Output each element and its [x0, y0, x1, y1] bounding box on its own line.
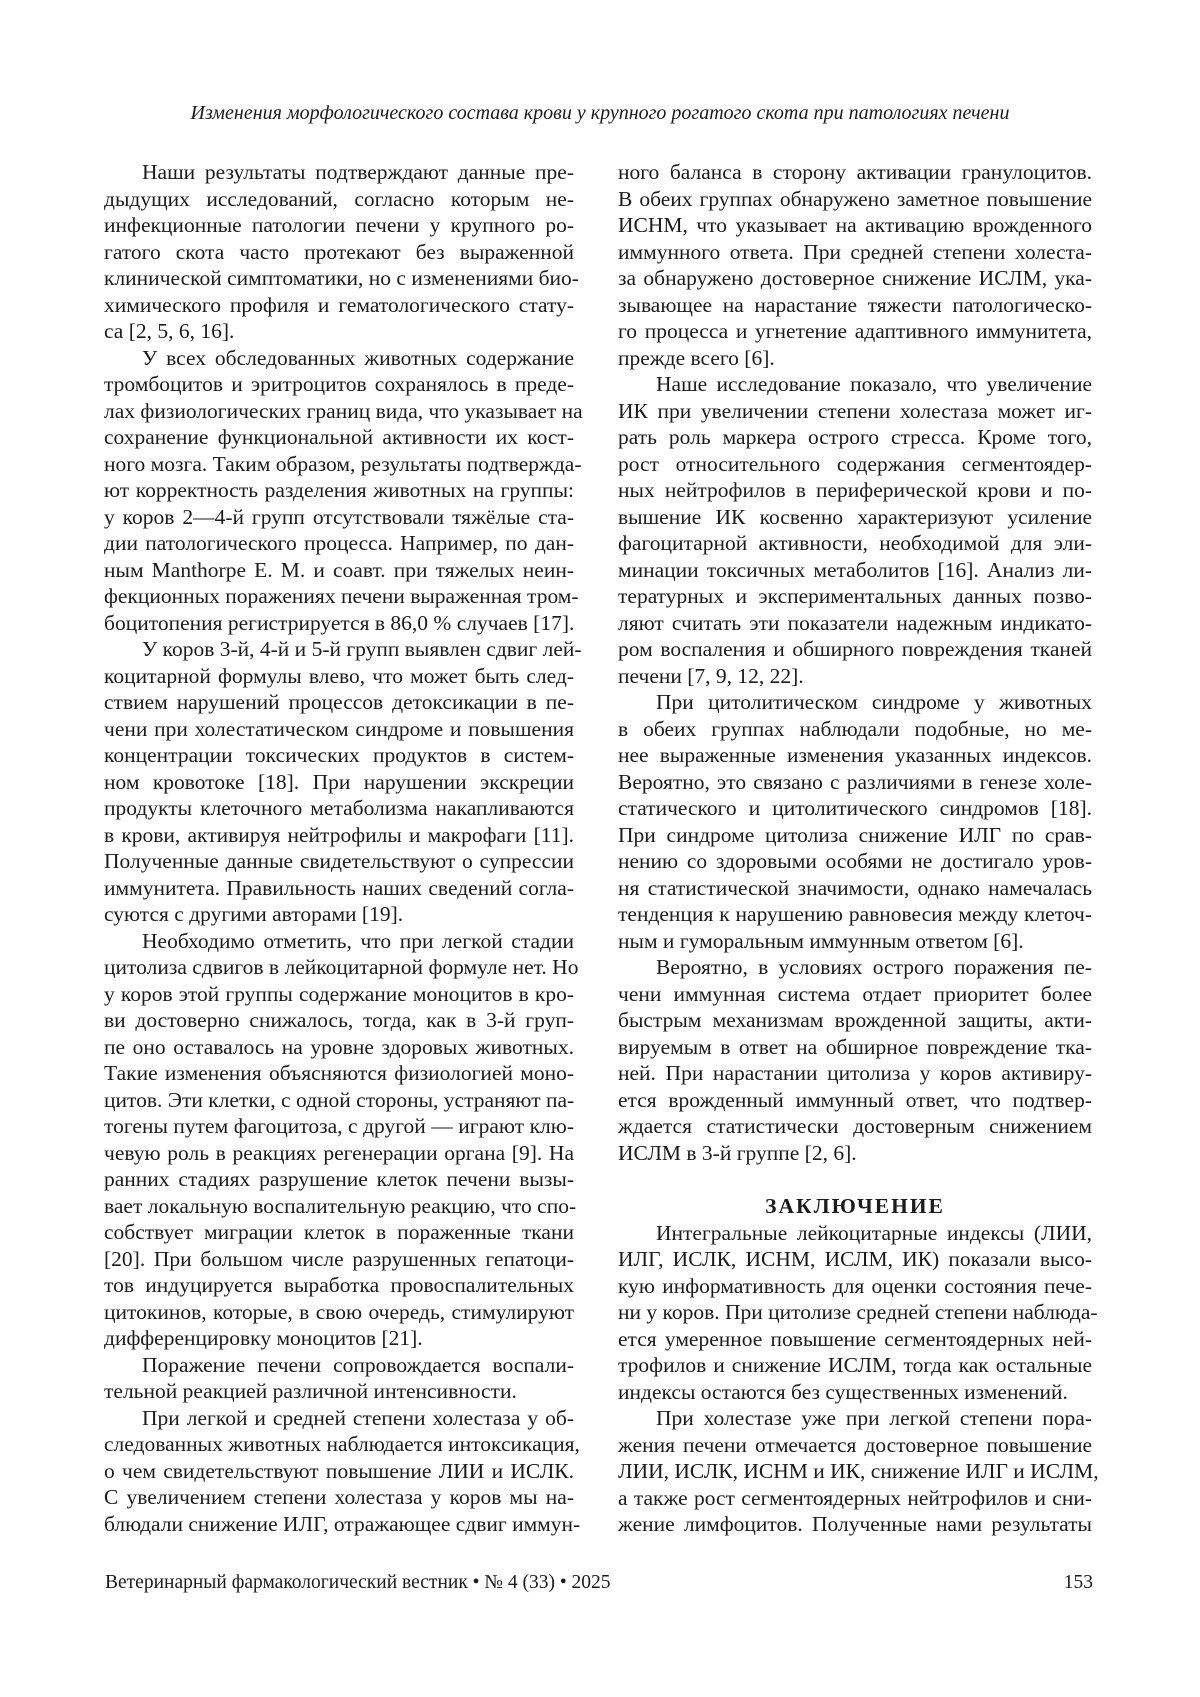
text-line: Вероятно, это связано с различиями в генезе холе- [618, 769, 1092, 794]
text-line: химического профиля и гематологического стату- [104, 292, 574, 317]
text-line: сохранение функциональной активности их кост- [104, 425, 574, 449]
text-line: Такие изменения объясняются физиологией моно- [104, 1061, 574, 1085]
text-line: тов индуцируется выработка провоспалительных [104, 1273, 574, 1297]
paragraph [618, 954, 1092, 1166]
text-line: чевую роль в реакциях регенерации органа [9]. На [104, 1140, 574, 1165]
text-line: собствует миграции клеток в пораженные ткани [104, 1220, 574, 1244]
text-line: у коров этой группы содержание моноцитов в кро- [104, 981, 574, 1006]
text-line: иммунного ответа. При средней степени холеста- [618, 239, 1092, 264]
text-line: ным Manthorpe E. M. и соавт. при тяжелых неин- [104, 557, 574, 582]
text-line: печени [7, 9, 12, 22]. [618, 663, 804, 688]
text-line: цитов. Эти клетки, с одной стороны, устраняют па- [104, 1087, 575, 1112]
text-line: тромбоцитов и эритроцитов сохранялось в преде- [104, 372, 574, 396]
text-line: цитолиза сдвигов в лейкоцитарной формуле нет. Но [104, 955, 579, 979]
text-line: прежде всего [6]. [618, 345, 775, 370]
paragraph [104, 1352, 574, 1405]
text-line: ней. При нарастании цитолиза у коров активиру- [618, 1061, 1092, 1085]
text-line: суются с другими авторами [19]. [104, 902, 404, 926]
paragraph [104, 636, 582, 928]
paragraph [618, 371, 1092, 689]
text-line: дыдущих исследований, согласно которым не- [104, 186, 574, 211]
text-line: ИСЛМ в 3-й группе [2, 6]. [618, 1140, 857, 1165]
text-line: лах физиологических границ вида, что указывает на [104, 398, 583, 423]
paragraph [104, 1405, 581, 1538]
paragraph [104, 345, 583, 637]
text-line: тогены путем фагоцитоза, с другой — играют клю- [104, 1114, 574, 1138]
text-line: продукты клеточного метаболизма накапливаются [104, 796, 574, 820]
text-line: ном кровотоке [18]. При нарушении экскреции [104, 769, 574, 794]
text-line: В обеих группах обнаружено заметное повышение [618, 186, 1092, 211]
page-footer [105, 1571, 1093, 1595]
text-line: пе оно оставалось на уровне здоровых животных. [104, 1034, 574, 1059]
text-line: С увеличением степени холестаза у коров мы на- [104, 1485, 574, 1509]
text-line: иммунитета. Правильность наших сведений согла- [104, 875, 574, 900]
text-line: При синдроме цитолиза снижение ИЛГ по срав- [618, 822, 1092, 847]
text-line: вышение ИК косвенно характеризуют усиление [618, 504, 1092, 529]
text-line: следованных животных наблюдается интоксикация, [104, 1432, 580, 1456]
text-line: ЛИИ, ИСЛК, ИСНМ и ИК, снижение ИЛГ и ИСЛМ, [618, 1459, 1099, 1483]
text-line: трофилов и снижение ИСЛМ, тогда как остальные [618, 1353, 1092, 1377]
paragraph [104, 928, 579, 1352]
text-line: нению со здоровыми особями не достигало уров- [618, 849, 1092, 873]
text-line: При легкой и средней степени холестаза у об- [142, 1405, 574, 1430]
text-line: кую информативность для оценки состояния пече- [618, 1273, 1092, 1298]
text-line: боцитопения регистрируется в 86,0 % случаев [17]. [104, 610, 575, 635]
text-line: дифференцировку моноцитов [21]. [104, 1326, 423, 1350]
footer-journal-info: Ветеринарный фармакологический вестник • № 4 (33) • 2025 [105, 1572, 611, 1593]
text-line: Необходимо отметить, что при легкой стадии [142, 928, 574, 953]
text-line: вает локальную воспалительную реакцию, что спо- [104, 1193, 577, 1218]
right-text-column [618, 159, 1099, 1538]
text-line: цитокинов, которые, в свою очередь, стимулируют [104, 1299, 574, 1324]
text-line: ется врожденный иммунный ответ, что подтвер- [618, 1087, 1092, 1112]
section-heading: ЗАКЛЮЧЕНИЕ [765, 1194, 945, 1218]
text-line: У всех обследованных животных содержание [142, 345, 574, 370]
text-line: ствием нарушений процессов детоксикации в пе- [104, 690, 574, 714]
text-line: рать роль маркера острого стресса. Кроме того, [618, 425, 1092, 449]
text-line: быстрым механизмам врожденной защиты, акти- [618, 1008, 1092, 1032]
paragraph [618, 689, 1092, 954]
text-line: клинической симптоматики, но с изменениями био- [104, 266, 579, 290]
text-line: фекционных поражениях печени выраженная тром- [104, 584, 579, 608]
text-line: ют корректность разделения животных на группы: [104, 478, 574, 502]
text-line: тературных и экспериментальных данных позво- [618, 584, 1092, 608]
text-line: тельной реакцией различной интенсивности. [104, 1379, 517, 1403]
text-line: Поражение печени сопровождается воспали- [142, 1352, 574, 1377]
text-line: инфекционные патологии печени у крупного ро- [104, 213, 574, 237]
text-line: У коров 3-й, 4-й и 5-й групп выявлен сдвиг лей- [142, 637, 582, 661]
text-line: в крови, активируя нейтрофилы и макрофаги [11]. [104, 822, 574, 847]
text-line: Полученные данные свидетельствуют о супрессии [104, 849, 574, 873]
text-line: Наши результаты подтверждают данные пре- [142, 160, 574, 184]
text-line: ных нейтрофилов в периферической крови и по- [618, 478, 1092, 502]
text-line: тенденция к нарушению равновесия между клеточ- [618, 902, 1092, 926]
text-line: ИК при увеличении степени холестаза может иг- [618, 398, 1092, 423]
text-line: нее выраженные изменения указанных индексов. [618, 743, 1092, 767]
text-line: Вероятно, в условиях острого поражения пе- [656, 955, 1092, 979]
text-line: жения печени отмечается достоверное повышение [618, 1432, 1092, 1457]
text-line: При цитолитическом синдроме у животных [656, 690, 1092, 714]
text-line: жение лимфоцитов. Полученные нами результаты [618, 1512, 1092, 1536]
text-line: дии патологического процесса. Например, по дан- [104, 531, 574, 555]
text-line: у коров 2—4-й групп отсутствовали тяжёлые ста- [104, 504, 574, 529]
text-line: ется умеренное повышение сегментоядерных ней- [618, 1326, 1092, 1351]
text-line: При холестазе уже при легкой степени пора- [656, 1406, 1092, 1430]
text-line: са [2, 5, 6, 16]. [104, 319, 235, 343]
text-line: ранних стадиях разрушение клеток печени вызы- [104, 1167, 574, 1191]
text-line: чени иммунная система отдает приоритет более [618, 981, 1092, 1006]
text-line: ного баланса в сторону активации гранулоцитов. [618, 160, 1092, 184]
text-line: рост относительного содержания сегментоядер- [618, 451, 1092, 476]
text-line: ИСНМ, что указывает на активацию врожденного [618, 213, 1092, 237]
text-line: блюдали снижение ИЛГ, отражающее сдвиг иммун- [104, 1511, 581, 1536]
text-line: ИЛГ, ИСЛК, ИСНМ, ИСЛМ, ИК) показали высо- [618, 1247, 1092, 1271]
paragraph [618, 1220, 1098, 1406]
text-line: в обеих группах наблюдали подобные, но ме- [618, 716, 1092, 741]
left-text-column [104, 159, 583, 1537]
text-line: минации токсичных метаболитов [16]. Анализ ли- [618, 557, 1092, 582]
text-line: ным и гуморальным иммунным ответом [6]. [618, 928, 1024, 953]
text-line: ня статистической значимости, однако намечалась [618, 875, 1092, 900]
text-line: чени при холестатическом синдроме и повышения [104, 716, 574, 741]
paragraph [618, 159, 1092, 371]
text-line: ного мозга. Таким образом, результаты подтвержда- [104, 451, 582, 476]
footer-page-number: 153 [1063, 1572, 1093, 1593]
text-line: Интегральные лейкоцитарные индексы (ЛИИ, [656, 1220, 1092, 1245]
text-line: [20]. При большом числе разрушенных гепатоци- [104, 1246, 574, 1271]
paragraph [104, 159, 579, 345]
text-line: ни у коров. При цитолизе средней степени наблюда- [618, 1300, 1098, 1324]
text-line: концентрации токсических продуктов в систем- [104, 743, 574, 767]
running-head: Изменения морфологического состава крови у крупного рогатого скота при патологиях печени [190, 102, 1010, 124]
text-line: а также рост сегментоядерных нейтрофилов и сни- [618, 1485, 1092, 1510]
text-line: Наше исследование показало, что увеличение [656, 372, 1092, 396]
text-line: ви достоверно снижалось, тогда, как в 3-й груп- [104, 1008, 574, 1032]
text-line: фагоцитарной активности, необходимой для эли- [618, 531, 1092, 555]
text-line: коцитарной формулы влево, что может быть след- [104, 663, 574, 688]
text-line: ром воспаления и обширного повреждения тканей [618, 637, 1092, 661]
text-line: вируемым в ответ на обширное повреждение тка- [618, 1034, 1092, 1059]
text-line: за обнаружено достоверное снижение ИСЛМ, ука- [618, 266, 1092, 290]
paragraph [618, 1405, 1099, 1538]
text-line: гатого скота часто протекают без выраженной [104, 239, 574, 264]
text-line: зывающее на нарастание тяжести патологическо- [618, 292, 1092, 317]
text-line: ляют считать эти показатели надежным индикато- [618, 610, 1092, 635]
text-line: го процесса и угнетение адаптивного иммунитета, [618, 319, 1092, 343]
text-line: ждается статистически достоверным снижением [618, 1114, 1092, 1138]
text-line: индексы остаются без существенных изменений. [618, 1379, 1068, 1404]
text-line: статического и цитолитического синдромов [18]. [618, 796, 1092, 820]
text-line: о чем свидетельствуют повышение ЛИИ и ИСЛК. [104, 1458, 574, 1483]
